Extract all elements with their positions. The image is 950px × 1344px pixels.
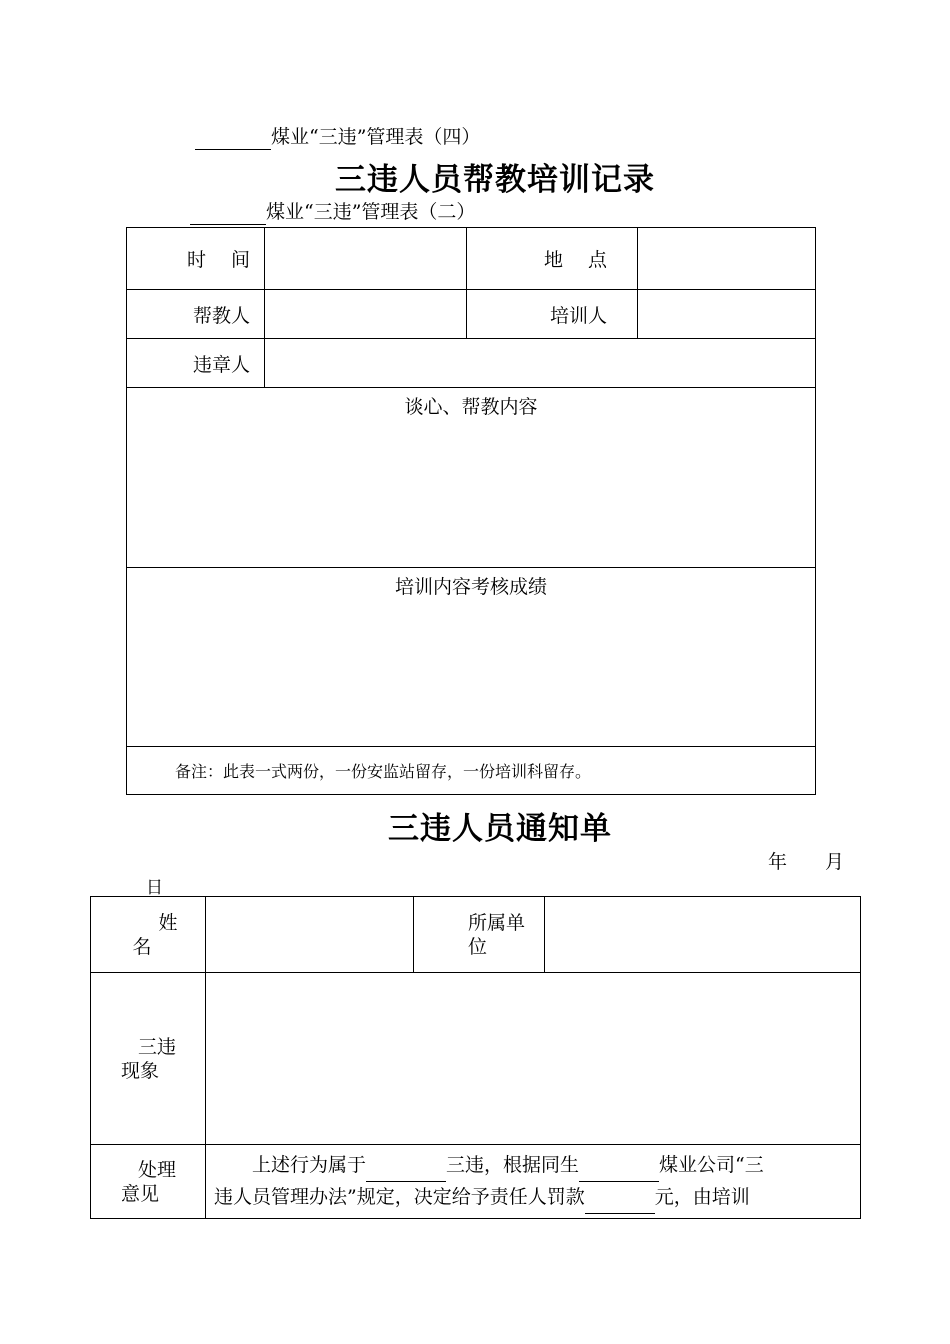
helper-value-cell[interactable] [265,290,467,339]
violator-value-cell[interactable] [265,339,816,388]
date-year-month: 年 月 [768,851,845,873]
training-score-label: 培训内容考核成绩 [394,576,547,598]
name-value-cell[interactable] [206,897,414,973]
blank-violation-type[interactable] [366,1150,446,1182]
notice-table [90,896,861,1219]
blank-company[interactable] [579,1150,659,1182]
time-label: 时 间 [127,228,265,290]
form-subtitle-four: 煤业“三违”管理表（四） [195,125,480,150]
time-value-cell[interactable] [265,228,467,290]
violator-label: 违章人 [127,339,265,388]
name-label: 姓 名 [91,897,206,973]
form-subtitle-two: 煤业“三违”管理表（二） [190,200,475,225]
talk-content-label: 谈心、帮教内容 [404,396,538,418]
helper-label: 帮教人 [127,290,265,339]
place-value-cell[interactable] [638,228,816,290]
blank-line [190,200,266,225]
record-title: 三违人员帮教培训记录 [335,162,655,198]
remark-note: 备注：此表一式两份，一份安监站留存，一份培训科留存。 [127,747,816,795]
talk-content-cell[interactable] [127,388,816,568]
unit-label: 所属单 位 [414,897,545,973]
handling-opinion-text: 上述行为属于 三违，根据同生 煤业公司“三 违人员管理办法”规定，决定给予责任人罚款 元，由培训 [206,1145,861,1219]
unit-value-cell[interactable] [545,897,861,973]
blank-fine-amount[interactable] [585,1182,655,1214]
place-label: 地 点 [467,228,638,290]
blank-line [195,125,271,150]
trainer-value-cell[interactable] [638,290,816,339]
violation-label: 三违 现象 [91,973,206,1145]
trainer-label: 培训人 [467,290,638,339]
date-day: 日 [146,878,163,898]
record-table [126,227,816,795]
training-score-cell[interactable] [127,568,816,747]
violation-value-cell[interactable] [206,973,861,1145]
handling-label: 处理 意见 [91,1145,206,1219]
notice-title: 三违人员通知单 [388,811,612,847]
